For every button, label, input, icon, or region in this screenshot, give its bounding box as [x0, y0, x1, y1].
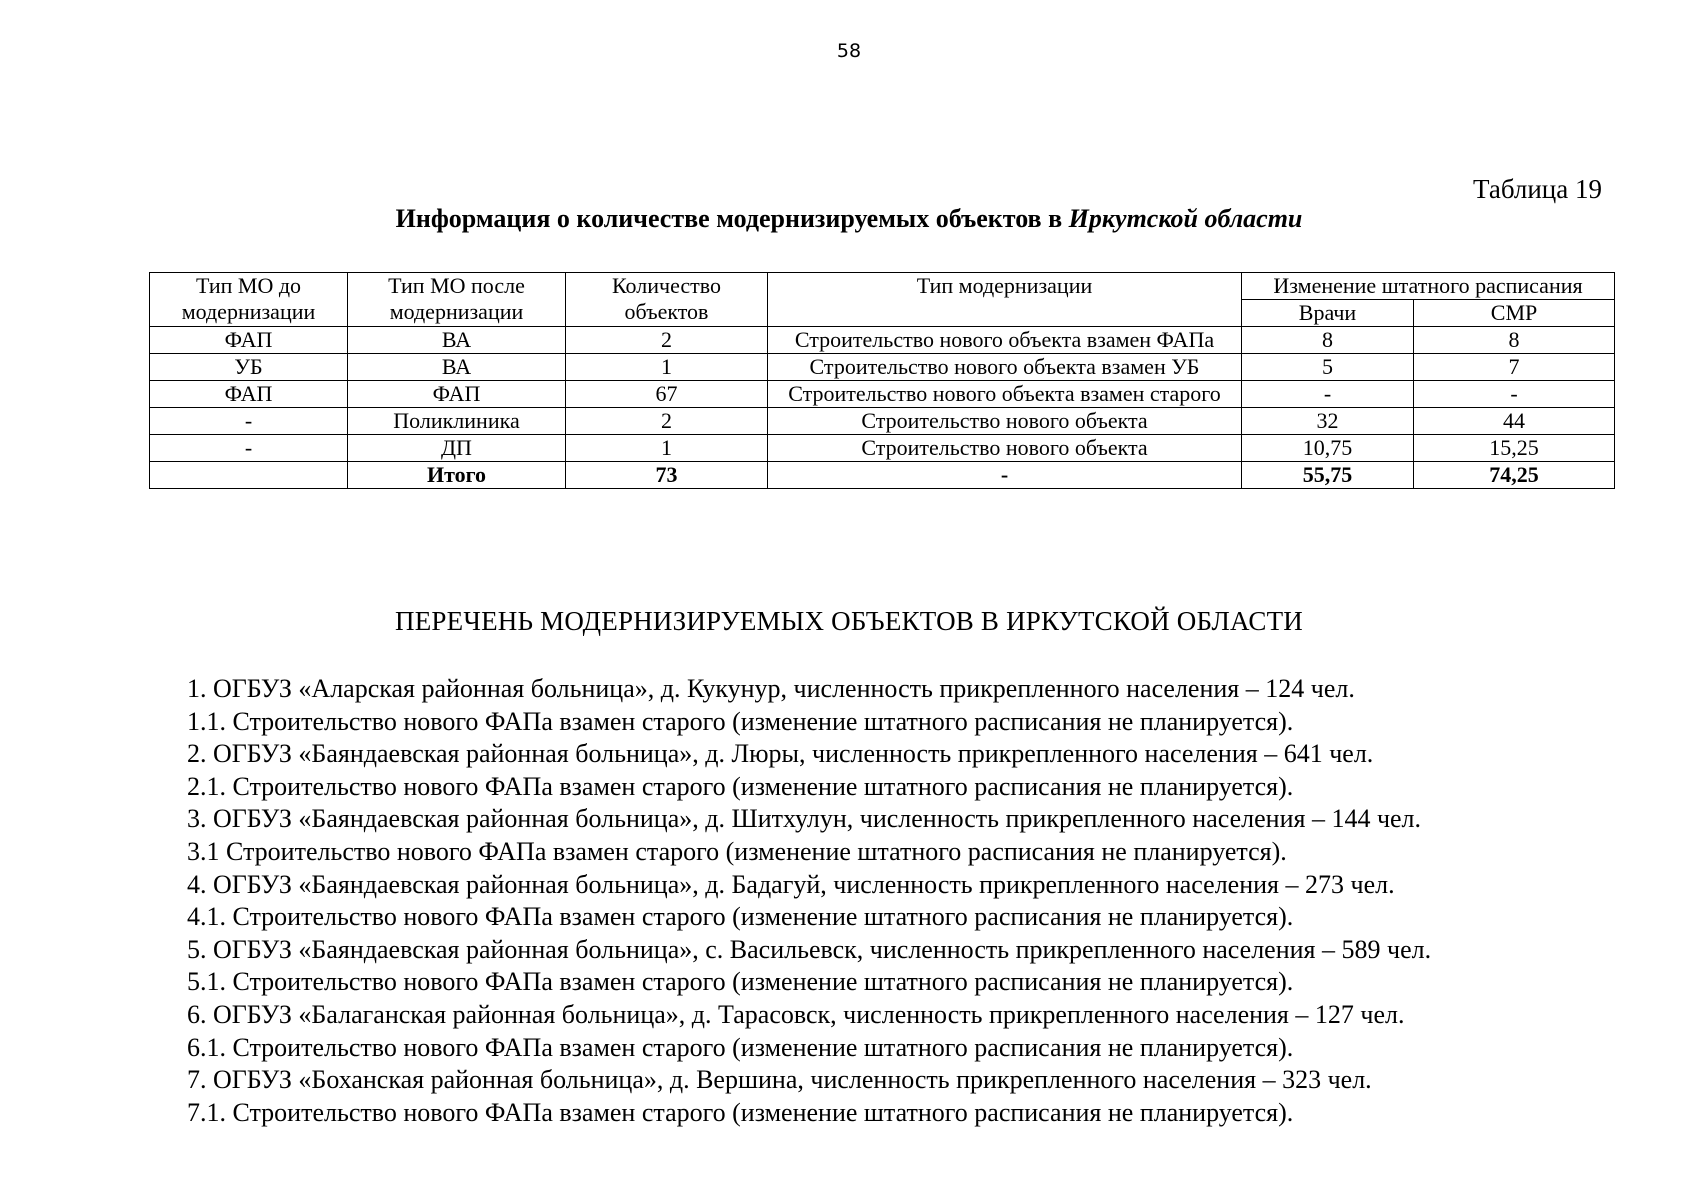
total-doctors: 55,75 — [1242, 462, 1414, 489]
header-count-line1: Количество — [611, 273, 722, 298]
total-label: Итого — [348, 462, 566, 489]
header-type-after-line2: модернизации — [389, 299, 524, 324]
cell-type-before: - — [150, 435, 348, 462]
list-item: 1.1. Строительство нового ФАПа взамен старого (изменение штатного расписания не планируется). — [187, 706, 1294, 736]
list-title: ПЕРЕЧЕНЬ МОДЕРНИЗИРУЕМЫХ ОБЪЕКТОВ В ИРКУТСКОЙ ОБЛАСТИ — [395, 606, 1303, 636]
list-item: 6. ОГБУЗ «Балаганская районная больница», д. Тарасовск, численность прикрепленного населения – 127 чел. — [187, 999, 1405, 1029]
list-item: 3.1 Строительство нового ФАПа взамен старого (изменение штатного расписания не планируется). — [187, 836, 1287, 866]
table-row — [150, 327, 1615, 354]
total-type-before — [150, 462, 348, 489]
header-type-after-line1: Тип МО после — [388, 273, 525, 298]
table-row — [150, 354, 1615, 381]
header-doctors: Врачи — [1242, 300, 1414, 327]
cell-modernization-type: Строительство нового объекта взамен старого — [768, 381, 1242, 408]
table-row — [150, 435, 1615, 462]
header-smr: СМР — [1414, 300, 1615, 327]
header-staff-change: Изменение штатного расписания — [1242, 273, 1615, 300]
header-count-line2: объектов — [624, 299, 709, 324]
table-title — [0, 204, 1698, 234]
cell-doctors: 32 — [1242, 408, 1414, 435]
cell-modernization-type: Строительство нового объекта взамен ФАПа — [768, 327, 1242, 354]
cell-type-after: ВА — [348, 354, 566, 381]
table-title-region: Иркутской области — [1068, 204, 1303, 233]
header-modernization-type: Тип модернизации — [768, 273, 1242, 327]
cell-smr: 8 — [1414, 327, 1615, 354]
cell-smr: 44 — [1414, 408, 1615, 435]
cell-modernization-type: Строительство нового объекта — [768, 408, 1242, 435]
header-type-before — [150, 273, 348, 327]
cell-modernization-type: Строительство нового объекта взамен УБ — [768, 354, 1242, 381]
cell-count: 2 — [566, 327, 768, 354]
cell-doctors: 5 — [1242, 354, 1414, 381]
table-label: Таблица 19 — [1473, 174, 1602, 204]
page-number: 58 — [836, 40, 862, 62]
list-item: 6.1. Строительство нового ФАПа взамен старого (изменение штатного расписания не планируется). — [187, 1032, 1294, 1062]
cell-count: 1 — [566, 435, 768, 462]
cell-type-after: ВА — [348, 327, 566, 354]
list-item: 7. ОГБУЗ «Боханская районная больница», д. Вершина, численность прикрепленного населения – 323 чел. — [187, 1065, 1372, 1095]
list-item: 7.1. Строительство нового ФАПа взамен старого (изменение штатного расписания не планируется). — [187, 1097, 1294, 1127]
table-total-row — [150, 462, 1615, 489]
list-item: 2. ОГБУЗ «Баяндаевская районная больница», д. Люры, численность прикрепленного населения – 641 чел. — [187, 739, 1374, 769]
table-title-main: Информация о количестве модернизируемых объектов в — [395, 204, 1069, 233]
modernization-table — [149, 272, 1615, 489]
cell-count: 67 — [566, 381, 768, 408]
cell-type-after: Поликлиника — [348, 408, 566, 435]
cell-modernization-type: Строительство нового объекта — [768, 435, 1242, 462]
cell-type-before: ФАП — [150, 327, 348, 354]
table-row — [150, 408, 1615, 435]
cell-type-after: ФАП — [348, 381, 566, 408]
cell-doctors: 10,75 — [1242, 435, 1414, 462]
header-type-before-line1: Тип МО до — [195, 273, 302, 298]
cell-count: 1 — [566, 354, 768, 381]
cell-smr: 7 — [1414, 354, 1615, 381]
cell-count: 2 — [566, 408, 768, 435]
header-type-before-line2: модернизации — [181, 299, 316, 324]
list-item: 5. ОГБУЗ «Баяндаевская районная больница», с. Васильевск, численность прикрепленного населения – 589 чел. — [187, 934, 1432, 964]
list-item: 4.1. Строительство нового ФАПа взамен старого (изменение штатного расписания не планируется). — [187, 902, 1294, 932]
list-item: 2.1. Строительство нового ФАПа взамен старого (изменение штатного расписания не планируется). — [187, 771, 1294, 801]
objects-list — [187, 673, 1627, 1129]
total-smr: 74,25 — [1414, 462, 1615, 489]
cell-doctors: - — [1242, 381, 1414, 408]
header-type-after — [348, 273, 566, 327]
table-row — [150, 381, 1615, 408]
total-count: 73 — [566, 462, 768, 489]
list-item: 4. ОГБУЗ «Баяндаевская районная больница», д. Бадагуй, численность прикрепленного населения – 273 чел. — [187, 869, 1395, 899]
header-count — [566, 273, 768, 327]
total-modernization-type: - — [768, 462, 1242, 489]
cell-type-after: ДП — [348, 435, 566, 462]
list-item: 1. ОГБУЗ «Аларская районная больница», д. Кукунур, численность прикрепленного населения – 124 чел. — [187, 674, 1355, 703]
cell-type-before: ФАП — [150, 381, 348, 408]
list-item: 3. ОГБУЗ «Баяндаевская районная больница», д. Шитхулун, численность прикрепленного населения – 144 чел. — [187, 804, 1422, 834]
cell-smr: - — [1414, 381, 1615, 408]
cell-type-before: - — [150, 408, 348, 435]
cell-doctors: 8 — [1242, 327, 1414, 354]
cell-smr: 15,25 — [1414, 435, 1615, 462]
list-item: 5.1. Строительство нового ФАПа взамен старого (изменение штатного расписания не планируется). — [187, 967, 1294, 997]
cell-type-before: УБ — [150, 354, 348, 381]
